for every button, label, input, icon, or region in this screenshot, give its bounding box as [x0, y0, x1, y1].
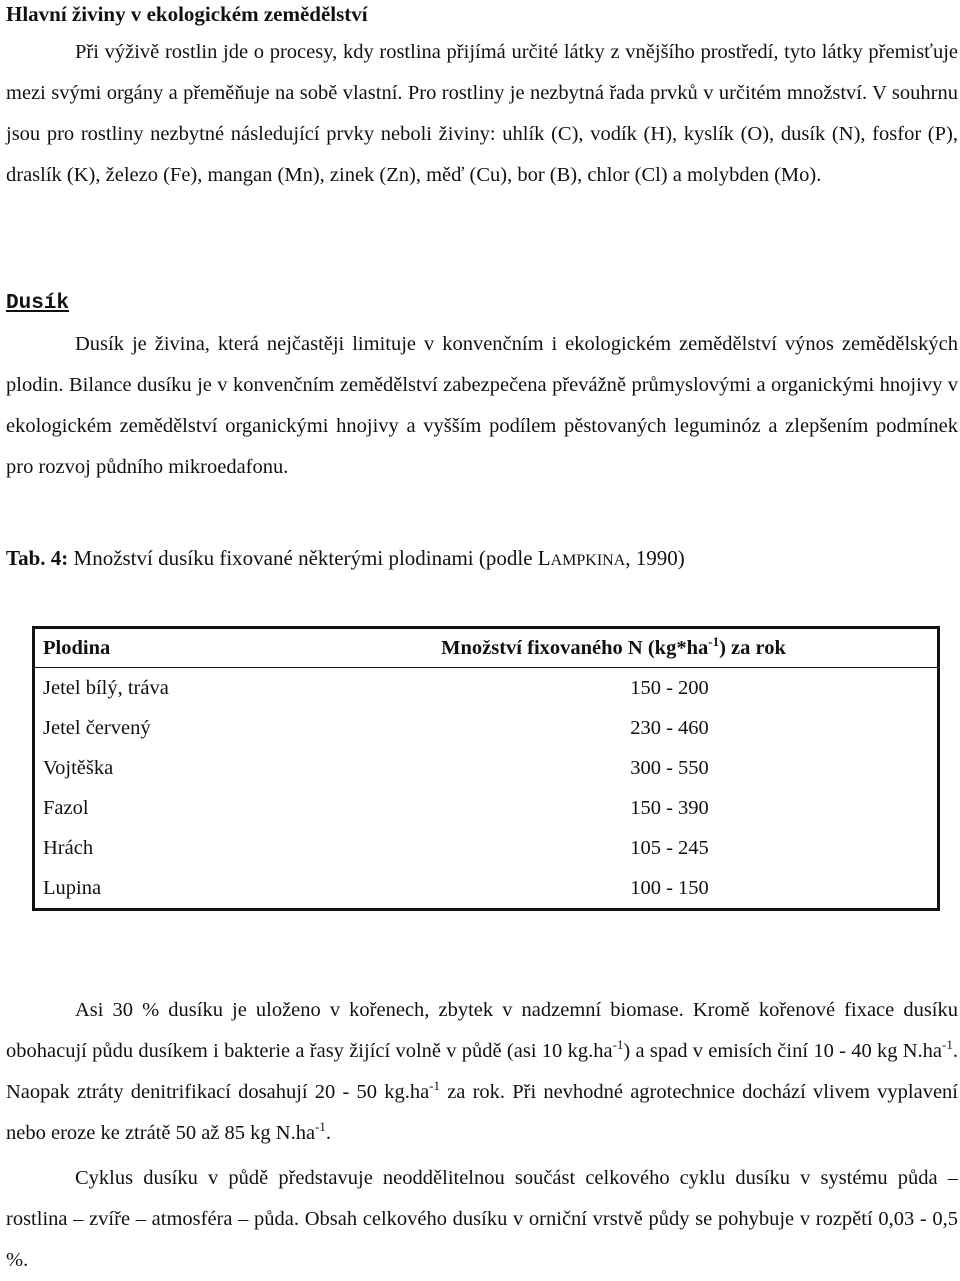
table-header-row	[34, 628, 939, 668]
p3-text-3: . Naopak ztráty denitrifikací dosahují 20 - 50 kg.ha	[6, 1040, 958, 1103]
header-amount-unit: ) za rok	[719, 636, 786, 659]
nitrogen-fixation-table	[32, 626, 940, 911]
cell-amount: 105 - 245	[630, 836, 709, 859]
table-row	[34, 668, 939, 709]
header-plant: Plodina	[34, 628, 291, 668]
cell-plant: Fazol	[43, 796, 89, 819]
cell-plant: Jetel bílý, tráva	[43, 676, 169, 699]
p3-text-5: .	[325, 1122, 332, 1144]
table-row	[34, 748, 939, 788]
cell-plant: Hrách	[43, 836, 94, 859]
table-caption-year: , 1990)	[625, 546, 685, 570]
page-title: Hlavní živiny v ekologickém zemědělství	[6, 2, 368, 26]
intro-paragraph: Při výživě rostlin jde o procesy, kdy rostlina přijímá určité látky z vnějšího prostředí, tyto látky přemisťuje mezi svými orgány a přeměňuje na sobě vlastní. Pro rostliny je nezbytná řada prvků v určitém množství. V souhrnu jsou pro rostliny nezbytné následující prvky neboli živiny: uhlík (C), vodík (H), kyslík (O), dusík (N), fosfor (P), draslík (K), železo (Fe), mangan (Mn), zinek (Zn), měď (Cu), bor (B), chlor (Cl) a molybden (Mo).	[6, 41, 958, 186]
nitrogen-paragraph: Dusík je živina, která nejčastěji limituje v konvenčním i ekologickém zemědělství výnos zemědělských plodin. Bilance dusíku je v konvenčním zemědělství zabezpečena převážně průmyslovými a organickými hnojivy v ekologickém zemědělství organickými hnojivy a vyšším podílem pěstovaných leguminóz a zlepšením podmínek pro rozvoj půdního mikroedafonu.	[6, 333, 958, 478]
p3-sup-3: -1	[429, 1078, 441, 1094]
cell-plant: Jetel červený	[43, 716, 151, 739]
root-fixation-paragraph	[6, 990, 958, 1154]
p3-text-4: za rok. Při nevhodné agrotechnice dochází vlivem vyplavení nebo eroze ke ztrátě 50 až 85 kg N.ha	[6, 1081, 958, 1144]
cell-amount: 100 - 150	[630, 876, 709, 899]
header-amount	[290, 628, 938, 668]
table-caption-label: Tab. 4:	[6, 546, 69, 570]
table-row	[34, 788, 939, 828]
table-row	[34, 828, 939, 868]
cell-plant: Vojtěška	[43, 756, 114, 779]
table-caption	[6, 544, 685, 575]
p3-sup-1: -1	[612, 1037, 624, 1053]
cell-plant: Lupina	[43, 876, 102, 899]
cell-amount: 150 - 390	[630, 796, 709, 819]
nitrogen-cycle-paragraph: Cyklus dusíku v půdě představuje neoddělitelnou součást celkového cyklu dusíku v systému půda – rostlina – zvíře – atmosféra – půda. Obsah celkového dusíku v orniční vrstvě půdy se pohybuje v rozpětí 0,03 - 0,5 %.	[6, 1167, 958, 1271]
header-amount-text: Množství fixovaného N (kg*ha	[441, 636, 709, 659]
header-amount-sup: -1	[708, 633, 720, 649]
table-row	[34, 868, 939, 910]
cell-amount: 230 - 460	[630, 716, 709, 739]
table-caption-author: AMPKINA	[550, 552, 626, 569]
table-caption-text: Množství dusíku fixované některými plodinami (podle L	[73, 546, 551, 570]
p3-sup-4: -1	[315, 1119, 326, 1135]
p3-sup-2: -1	[942, 1037, 953, 1053]
cell-amount: 300 - 550	[630, 756, 709, 779]
cell-amount: 150 - 200	[630, 676, 709, 699]
section-heading: Dusík	[6, 292, 70, 315]
p3-text-1: Asi 30 % dusíku je uloženo v kořenech, zbytek v nadzemní biomase. Kromě kořenové fixace dusíku obohacují půdu dusíkem i bakterie a řasy žijící volně v půdě (asi 10 kg.ha	[6, 999, 958, 1062]
p3-text-2: ) a spad v emisích činí 10 - 40 kg N.ha	[623, 1040, 943, 1062]
table-row	[34, 708, 939, 748]
